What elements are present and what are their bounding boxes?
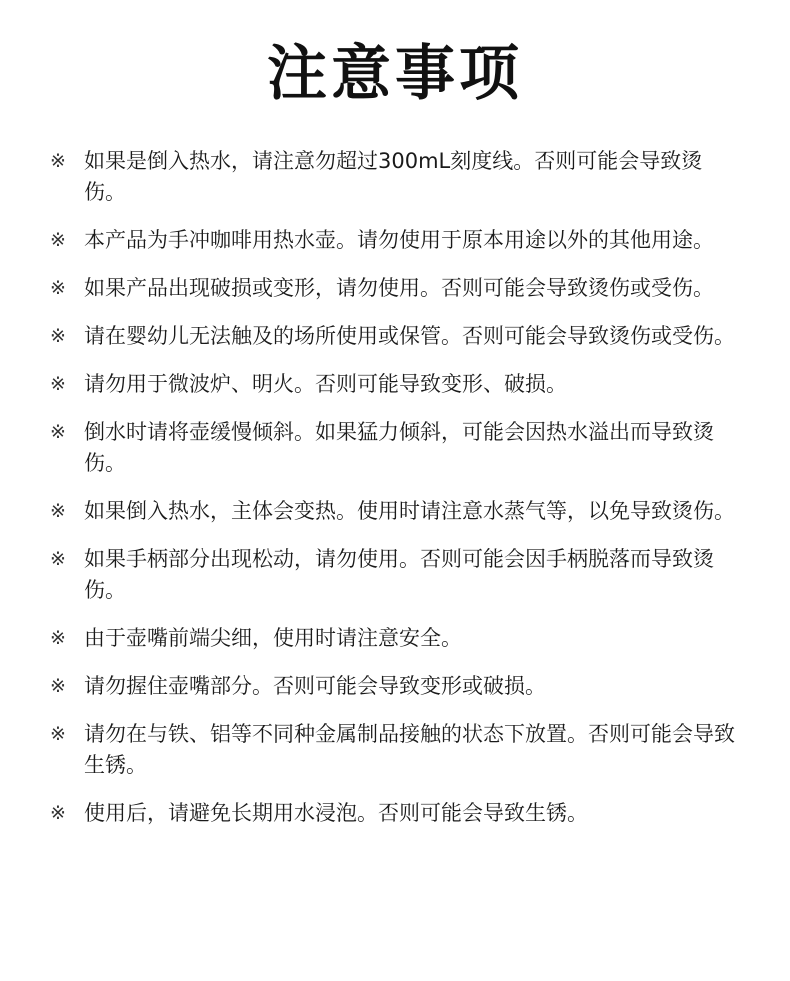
reference-mark: ※ <box>50 277 66 299</box>
list-item <box>50 321 740 352</box>
list-item <box>50 671 740 702</box>
note-text: 请在婴幼儿无法触及的场所使用或保管。否则可能会导致烫伤或受伤。 <box>84 324 735 348</box>
reference-mark: ※ <box>50 373 66 395</box>
reference-mark: ※ <box>50 325 66 347</box>
reference-mark: ※ <box>50 627 66 649</box>
reference-mark: ※ <box>50 802 66 824</box>
note-text: 请勿在与铁、铝等不同种金属制品接触的状态下放置。否则可能会导致生锈。 <box>84 722 735 777</box>
note-text: 如果产品出现破损或变形，请勿使用。否则可能会导致烫伤或受伤。 <box>84 276 714 300</box>
note-text: 本产品为手冲咖啡用热水壶。请勿使用于原本用途以外的其他用途。 <box>84 228 714 252</box>
reference-mark: ※ <box>50 675 66 697</box>
list-item <box>50 417 740 479</box>
page-title: 注意事项 <box>267 39 523 109</box>
reference-mark: ※ <box>50 548 66 570</box>
note-text: 请勿握住壶嘴部分。否则可能会导致变形或破损。 <box>84 674 546 698</box>
note-text: 由于壶嘴前端尖细，使用时请注意安全。 <box>84 626 462 650</box>
reference-mark: ※ <box>50 150 66 172</box>
precautions-list <box>50 146 740 846</box>
reference-mark: ※ <box>50 723 66 745</box>
list-item <box>50 273 740 304</box>
reference-mark: ※ <box>50 229 66 251</box>
reference-mark: ※ <box>50 500 66 522</box>
list-item <box>50 798 740 829</box>
note-text: 请勿用于微波炉、明火。否则可能导致变形、破损。 <box>84 372 567 396</box>
list-item <box>50 623 740 654</box>
list-item <box>50 496 740 527</box>
note-text: 如果是倒入热水，请注意勿超过300mL刻度线。否则可能会导致烫伤。 <box>84 149 703 204</box>
list-item <box>50 146 740 208</box>
note-text: 如果倒入热水，主体会变热。使用时请注意水蒸气等，以免导致烫伤。 <box>84 499 735 523</box>
list-item <box>50 544 740 606</box>
note-text: 使用后，请避免长期用水浸泡。否则可能会导致生锈。 <box>84 801 588 825</box>
reference-mark: ※ <box>50 421 66 443</box>
note-text: 倒水时请将壶缓慢倾斜。如果猛力倾斜，可能会因热水溢出而导致烫伤。 <box>84 420 714 475</box>
list-item <box>50 719 740 781</box>
list-item <box>50 225 740 256</box>
note-text: 如果手柄部分出现松动，请勿使用。否则可能会因手柄脱落而导致烫伤。 <box>84 547 714 602</box>
list-item <box>50 369 740 400</box>
